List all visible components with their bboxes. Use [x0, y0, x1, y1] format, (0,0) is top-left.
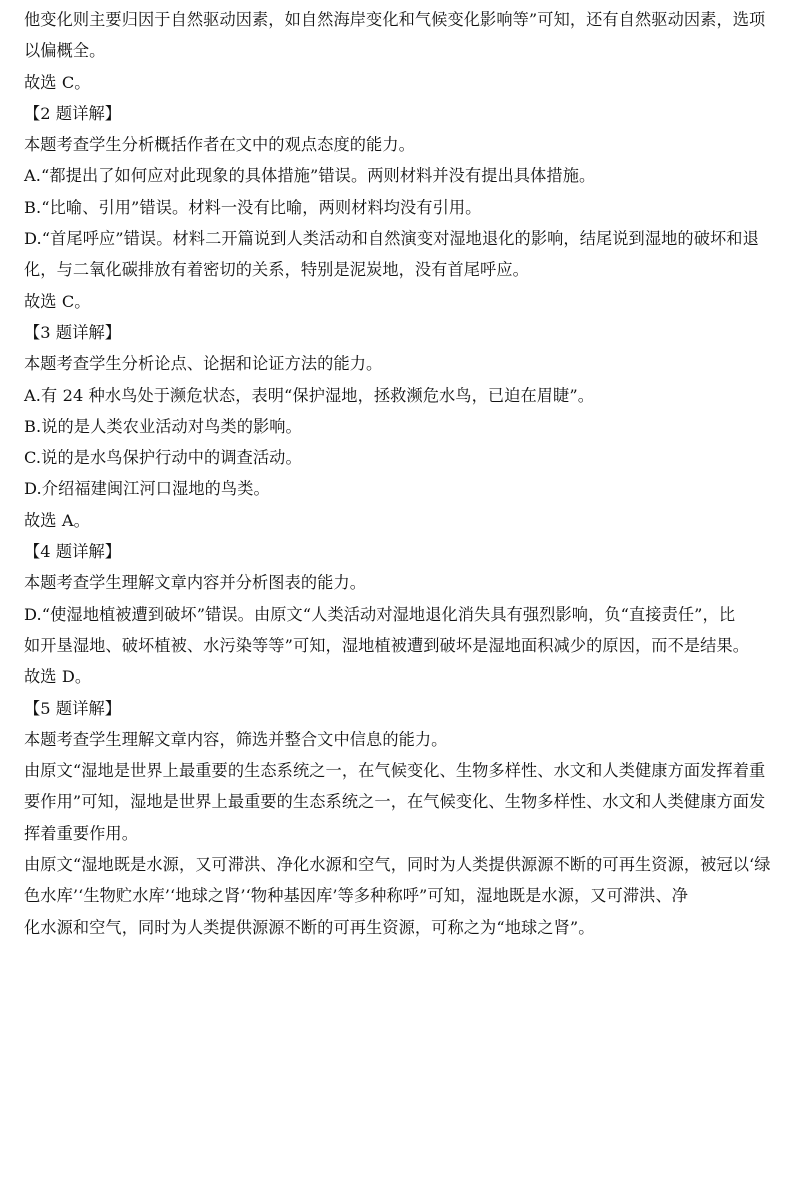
option-line: A.有 24 种水鸟处于濒危状态，表明“保护湿地，拯救濒危水鸟，已迫在眉睫”。 — [24, 385, 594, 405]
text-line: 由原文“湿地是世界上最重要的生态系统之一，在气候变化、生物多样性、水文和人类健康方面发挥着重 — [24, 761, 766, 781]
option-line: C.说的是水鸟保护行动中的调查活动。 — [24, 448, 302, 468]
text-line: 他变化则主要归因于自然驱动因素，如自然海岸变化和气候变化影响等”可知，还有自然驱动因素，选项 — [24, 10, 766, 29]
text-line: 要作用”可知，湿地是世界上最重要的生态系统之一，在气候变化、生物多样性、水文和人类健康方面发 — [24, 792, 766, 812]
text-line: 挥着重要作用。 — [24, 823, 139, 843]
text-line: 本题考查学生理解文章内容并分析图表的能力。 — [24, 573, 367, 593]
option-line: B.说的是人类农业活动对鸟类的影响。 — [24, 416, 302, 436]
answer-line: 故选 C。 — [24, 72, 91, 92]
answer-line: 故选 A。 — [24, 510, 90, 530]
option-line: B.“比喻、引用”错误。材料一没有比喻，两则材料均没有引用。 — [24, 197, 482, 217]
section-heading: 【2 题详解】 — [24, 103, 122, 123]
text-line: 如开垦湿地、破坏植被、水污染等等”可知，湿地植被遭到破坏是湿地面积减少的原因，而不是结果。 — [24, 635, 750, 655]
answer-line: 故选 D。 — [24, 667, 92, 687]
section-heading: 【5 题详解】 — [24, 698, 122, 718]
option-line: D.介绍福建闽江河口湿地的鸟类。 — [24, 479, 270, 499]
answer-line: 故选 C。 — [24, 291, 91, 311]
text-line: 色水库’‘生物贮水库’‘地球之肾’‘物种基因库’等多种称呼”可知，湿地既是水源，又可滞洪、净 — [24, 886, 689, 906]
text-line: 本题考查学生分析概括作者在文中的观点态度的能力。 — [24, 135, 415, 155]
text-line: 本题考查学生分析论点、论据和论证方法的能力。 — [24, 354, 383, 374]
section-heading: 【4 题详解】 — [24, 542, 122, 562]
document-page — [24, 4, 780, 943]
text-line: 化水源和空气，同时为人类提供源源不断的可再生资源，可称之为“地球之肾”。 — [24, 917, 595, 937]
option-line: D.“首尾呼应”错误。材料二开篇说到人类活动和自然演变对湿地退化的影响，结尾说到湿地的破坏和退 — [24, 229, 759, 249]
section-heading: 【3 题详解】 — [24, 322, 122, 342]
text-line: 以偏概全。 — [24, 41, 106, 61]
option-line: A.“都提出了如何应对此现象的具体措施”错误。两则材料并没有提出具体措施。 — [24, 166, 596, 186]
text-line: 化，与二氧化碳排放有着密切的关系，特别是泥炭地，没有首尾呼应。 — [24, 260, 529, 280]
text-line: 本题考查学生理解文章内容，筛选并整合文中信息的能力。 — [24, 729, 448, 749]
text-line: 由原文“湿地既是水源，又可滞洪、净化水源和空气，同时为人类提供源源不断的可再生资源，被冠以‘绿 — [24, 855, 771, 875]
option-line: D.“使湿地植被遭到破坏”错误。由原文“人类活动对湿地退化消失具有强烈影响，负“直接责任”，比 — [24, 604, 736, 624]
